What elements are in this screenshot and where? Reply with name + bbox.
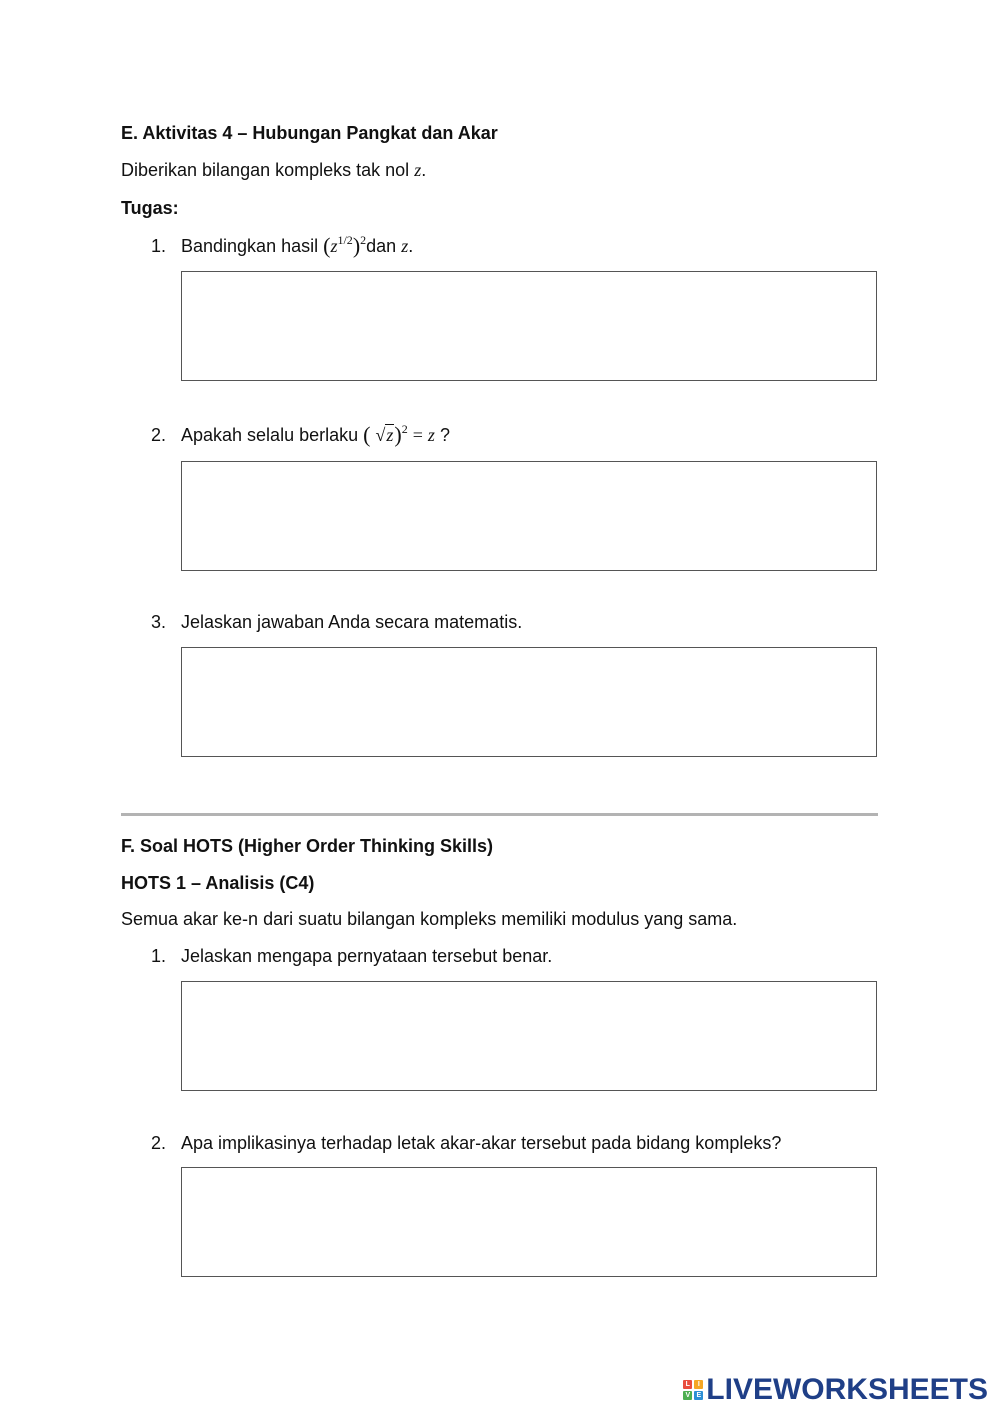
- question-end: .: [408, 236, 414, 256]
- question-number: 2.: [151, 1133, 167, 1153]
- hots-question-1: [151, 944, 552, 968]
- question-text: Jelaskan jawaban Anda secara matematis.: [181, 612, 523, 632]
- math-outer-exponent: 2: [360, 233, 367, 247]
- math-base: z: [330, 236, 338, 256]
- sqrt-symbol: √z: [375, 425, 394, 445]
- equals-sign: =: [412, 425, 423, 445]
- intro-variable: z: [414, 160, 422, 180]
- answer-box-e1[interactable]: [181, 271, 877, 381]
- hots-subtitle: HOTS 1 – Analisis (C4): [121, 873, 315, 893]
- radicand: z: [386, 425, 394, 445]
- answer-box-e2[interactable]: [181, 461, 877, 571]
- liveworksheets-logo: [683, 1374, 988, 1406]
- question-text: Jelaskan mengapa pernyataan tersebut benar.: [181, 946, 553, 966]
- math-exponent: 2: [401, 422, 408, 436]
- task-label: Tugas:: [121, 198, 179, 218]
- question-text: Apakah selalu berlaku: [181, 425, 359, 445]
- question-number: 1.: [151, 946, 167, 966]
- power-expression: $(z^{1/2})^2$: [323, 233, 367, 258]
- question-1: [151, 234, 413, 258]
- sqrt-expression: ( √z)$^2$ = z: [363, 422, 435, 447]
- question-number: 2.: [151, 425, 167, 445]
- section-f-title: F. Soal HOTS (Higher Order Thinking Skills): [121, 836, 494, 856]
- logo-cell: E: [694, 1391, 703, 1400]
- hots-statement: Semua akar ke-n dari suatu bilangan kompleks memiliki modulus yang sama.: [121, 909, 738, 929]
- hots-question-2: [151, 1131, 781, 1155]
- section-e-intro: [121, 158, 426, 182]
- question-text-after: dan: [366, 236, 397, 256]
- intro-text: Diberikan bilangan kompleks tak nol: [121, 160, 410, 180]
- section-e-title: E. Aktivitas 4 – Hubungan Pangkat dan Akar: [121, 123, 498, 143]
- math-inner-exponent: 1/2: [337, 233, 353, 247]
- question-3: [151, 610, 522, 634]
- section-divider: [121, 813, 878, 816]
- logo-text: LIVEWORKSHEETS: [706, 1373, 988, 1406]
- logo-cell: L: [683, 1380, 692, 1389]
- intro-end: .: [421, 160, 427, 180]
- logo-mark-icon: [683, 1380, 703, 1400]
- math-variable: z: [401, 236, 409, 256]
- answer-box-f2[interactable]: [181, 1167, 877, 1277]
- math-rhs: z: [427, 425, 435, 445]
- question-end: ?: [439, 425, 450, 445]
- question-number: 3.: [151, 612, 167, 632]
- question-text: Apa implikasinya terhadap letak akar-akar tersebut pada bidang kompleks?: [181, 1133, 782, 1153]
- answer-box-f1[interactable]: [181, 981, 877, 1091]
- answer-box-e3[interactable]: [181, 647, 877, 757]
- question-number: 1.: [151, 236, 167, 256]
- question-text: Bandingkan hasil: [181, 236, 319, 256]
- question-2: [151, 423, 450, 447]
- logo-cell: V: [683, 1391, 692, 1400]
- logo-cell: I: [694, 1380, 703, 1389]
